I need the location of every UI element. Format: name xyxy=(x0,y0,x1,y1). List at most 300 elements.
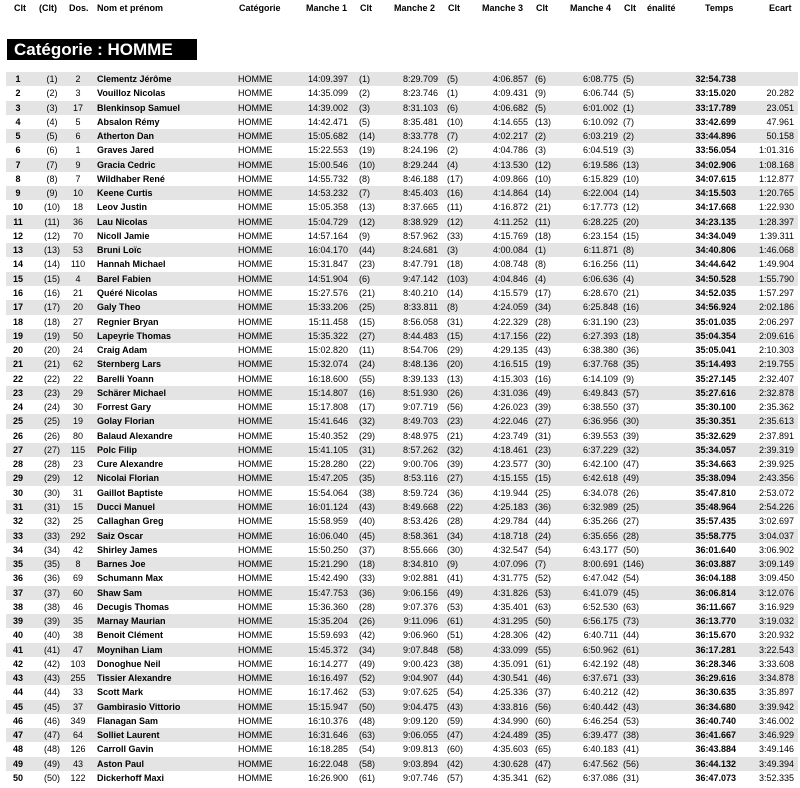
total-time: 36:15.670 xyxy=(695,630,736,641)
athlete-name: Gambirasio Vittorio xyxy=(97,701,181,712)
manche2-rank: (23) xyxy=(447,416,464,427)
manche2-time: 8:29.709 xyxy=(402,74,438,84)
table-row xyxy=(6,771,798,785)
gap: 1:55.790 xyxy=(758,273,794,284)
rank: 23 xyxy=(12,387,23,398)
manche2-rank: (32) xyxy=(447,444,464,455)
table-row xyxy=(6,158,798,172)
rank: 46 xyxy=(12,715,23,726)
manche2-time: 9:00.423 xyxy=(402,658,438,669)
manche1-rank: (43) xyxy=(359,501,376,512)
table-row xyxy=(6,671,798,685)
manche2-rank: (47) xyxy=(447,730,464,741)
manche4-rank: (15) xyxy=(623,230,640,241)
athlete-name: Flanagan Sam xyxy=(97,715,159,726)
manche3-time: 4:26.023 xyxy=(492,402,528,413)
bib: 17 xyxy=(72,102,83,113)
category: HOMME xyxy=(238,573,273,584)
gap: 1:46.068 xyxy=(758,245,794,256)
total-time: 34:52.035 xyxy=(695,287,736,298)
athlete-name: Atherton Dan xyxy=(97,131,154,142)
athlete-name: Barel Fabien xyxy=(97,273,152,284)
manche1-rank: (55) xyxy=(359,373,376,384)
table-row xyxy=(6,586,798,600)
athlete-name: Schumann Max xyxy=(97,573,164,584)
manche3-time: 4:19.944 xyxy=(492,487,528,498)
bib: 15 xyxy=(72,501,83,512)
athlete-name: Dickerhoff Maxi xyxy=(97,773,165,784)
total-time: 35:34.663 xyxy=(695,459,736,470)
rank-paren: (29) xyxy=(43,473,60,484)
athlete-name: Graves Jared xyxy=(97,145,155,156)
manche1-rank: (24) xyxy=(359,359,376,370)
category: HOMME xyxy=(238,444,273,455)
manche1-time: 14:39.002 xyxy=(307,102,348,113)
table-row xyxy=(6,101,798,115)
total-time: 35:27.145 xyxy=(695,373,736,384)
manche4-rank: (30) xyxy=(623,416,640,427)
gap: 1:01.316 xyxy=(758,145,794,156)
rank: 49 xyxy=(12,758,23,769)
total-time: 36:43.884 xyxy=(695,744,736,755)
manche3-time: 4:15.303 xyxy=(492,373,528,384)
table-row xyxy=(6,300,798,314)
rank-paren: (38) xyxy=(43,601,60,612)
total-time: 34:07.615 xyxy=(695,173,736,184)
manche2-rank: (11) xyxy=(447,202,463,213)
manche2-time: 9:11.096 xyxy=(403,616,438,627)
manche3-rank: (19) xyxy=(535,359,552,370)
bib: 21 xyxy=(72,287,83,298)
manche3-rank: (62) xyxy=(535,773,552,784)
manche2-time: 8:33.778 xyxy=(402,131,438,142)
table-row xyxy=(6,257,798,271)
total-time: 36:28.346 xyxy=(695,658,736,669)
manche1-rank: (58) xyxy=(359,758,376,769)
manche4-rank: (4) xyxy=(623,273,634,284)
bib: 18 xyxy=(72,202,83,213)
manche2-time: 8:35.481 xyxy=(402,116,438,127)
manche4-rank: (27) xyxy=(623,516,640,527)
category: HOMME xyxy=(238,230,273,241)
manche2-time: 9:03.894 xyxy=(402,758,438,769)
rank: 17 xyxy=(12,302,23,313)
athlete-name: Regnier Bryan xyxy=(97,316,159,327)
bib: 7 xyxy=(75,173,81,184)
manche3-rank: (42) xyxy=(535,630,552,641)
rank-paren: (11) xyxy=(44,216,60,227)
manche4-time: 6:38.550 xyxy=(582,402,618,413)
table-row xyxy=(6,372,798,386)
table-row xyxy=(6,657,798,671)
rank-paren: (32) xyxy=(43,516,60,527)
manche1-time: 16:04.170 xyxy=(307,245,348,256)
manche3-time: 4:18.461 xyxy=(492,444,528,455)
athlete-name: Balaud Alexandre xyxy=(97,430,173,441)
category: HOMME xyxy=(238,687,273,698)
category: HOMME xyxy=(238,259,273,270)
category: HOMME xyxy=(238,345,273,356)
manche3-time: 4:30.541 xyxy=(492,673,528,684)
manche4-time: 6:06.744 xyxy=(582,88,618,99)
manche3-rank: (1) xyxy=(535,245,546,256)
manche2-rank: (20) xyxy=(447,359,464,370)
rank-paren: (2) xyxy=(46,88,58,99)
rank-paren: (41) xyxy=(43,644,60,655)
manche1-rank: (14) xyxy=(359,131,376,142)
col-category: Catégorie xyxy=(239,3,281,13)
gap: 2:32.407 xyxy=(758,373,794,384)
manche4-time: 6:06.636 xyxy=(582,273,618,284)
gap: 2:10.303 xyxy=(758,345,794,356)
category: HOMME xyxy=(238,658,273,669)
manche3-time: 4:31.775 xyxy=(492,573,528,584)
col-clt-parenthesized: (Clt) xyxy=(39,3,57,13)
manche4-rank: (36) xyxy=(623,345,640,356)
athlete-name: Bruni Loïc xyxy=(97,245,142,256)
manche1-time: 15:41.646 xyxy=(307,416,348,427)
manche3-time: 4:23.577 xyxy=(492,459,528,470)
rank-paren: (13) xyxy=(43,245,60,256)
category: HOMME xyxy=(238,245,273,256)
gap: 1:57.297 xyxy=(758,287,794,298)
manche2-time: 9:09.120 xyxy=(402,715,438,726)
table-row xyxy=(6,529,798,543)
table-row xyxy=(6,400,798,414)
manche3-rank: (53) xyxy=(535,587,552,598)
manche1-rank: (28) xyxy=(359,601,376,612)
total-time: 34:34.049 xyxy=(695,230,736,241)
manche3-time: 4:09.866 xyxy=(492,173,528,184)
table-row xyxy=(6,72,798,86)
manche4-rank: (1) xyxy=(623,102,634,113)
total-time: 34:15.503 xyxy=(695,188,736,199)
bib: 62 xyxy=(72,359,83,370)
manche3-rank: (10) xyxy=(535,173,552,184)
rank: 1 xyxy=(15,74,21,84)
bib: 5 xyxy=(75,116,81,127)
rank: 22 xyxy=(12,373,23,384)
manche4-rank: (28) xyxy=(623,530,640,541)
manche2-rank: (38) xyxy=(447,658,464,669)
manche4-time: 6:28.670 xyxy=(582,287,618,298)
manche3-time: 4:32.547 xyxy=(492,544,528,555)
manche3-rank: (37) xyxy=(535,687,552,698)
rank-paren: (5) xyxy=(46,131,58,142)
manche3-time: 4:34.990 xyxy=(492,715,528,726)
rank: 31 xyxy=(12,501,23,512)
rank: 15 xyxy=(12,273,23,284)
rank: 20 xyxy=(12,345,23,356)
manche1-rank: (63) xyxy=(359,730,376,741)
manche4-rank: (10) xyxy=(623,173,640,184)
manche1-time: 16:31.646 xyxy=(307,730,348,741)
category: HOMME xyxy=(238,530,273,541)
category: HOMME xyxy=(238,402,273,413)
manche1-time: 16:14.277 xyxy=(307,658,348,669)
manche4-rank: (31) xyxy=(623,773,640,784)
manche1-rank: (61) xyxy=(359,773,376,784)
manche2-rank: (34) xyxy=(447,530,464,541)
category: HOMME xyxy=(238,616,273,627)
manche4-time: 6:49.843 xyxy=(582,387,618,398)
manche3-rank: (52) xyxy=(535,573,552,584)
manche1-time: 15:22.553 xyxy=(307,145,348,156)
manche2-time: 8:57.962 xyxy=(402,230,438,241)
manche3-time: 4:17.156 xyxy=(492,330,528,341)
table-row xyxy=(6,471,798,485)
manche1-time: 15:35.204 xyxy=(307,616,348,627)
manche3-time: 4:25.336 xyxy=(492,687,528,698)
bib: 122 xyxy=(70,773,86,784)
gap: 2:02.186 xyxy=(758,302,794,313)
rank: 5 xyxy=(15,131,21,142)
manche1-rank: (54) xyxy=(359,744,376,755)
manche1-rank: (35) xyxy=(359,473,376,484)
athlete-name: Keene Curtis xyxy=(97,188,153,199)
manche2-time: 9:04.907 xyxy=(402,673,438,684)
manche2-rank: (60) xyxy=(447,744,464,755)
bib: 292 xyxy=(70,530,86,541)
rank: 12 xyxy=(12,230,23,241)
manche3-rank: (65) xyxy=(535,744,552,755)
table-row xyxy=(6,728,798,742)
manche4-time: 6:03.219 xyxy=(582,131,618,142)
rank-paren: (43) xyxy=(43,673,60,684)
manche2-time: 8:47.791 xyxy=(402,259,438,270)
manche4-time: 6:35.266 xyxy=(582,516,618,527)
manche3-time: 4:35.603 xyxy=(492,744,528,755)
col-manche3: Manche 3 xyxy=(482,3,524,13)
athlete-name: Marnay Maurian xyxy=(97,616,166,627)
category: HOMME xyxy=(238,430,273,441)
rank: 7 xyxy=(15,159,21,170)
rank: 18 xyxy=(12,316,23,327)
manche2-rank: (26) xyxy=(447,387,464,398)
manche1-rank: (33) xyxy=(359,573,376,584)
category: HOMME xyxy=(238,758,273,769)
table-row xyxy=(6,500,798,514)
athlete-name: Lapeyrie Thomas xyxy=(97,330,172,341)
gap: 2:54.226 xyxy=(758,501,794,512)
col-ecart: Ecart xyxy=(769,3,792,13)
gap: 3:39.942 xyxy=(758,701,794,712)
category: HOMME xyxy=(238,330,273,341)
category: HOMME xyxy=(238,516,273,527)
total-time: 36:17.281 xyxy=(695,644,736,655)
bib: 103 xyxy=(70,658,86,669)
manche3-rank: (39) xyxy=(535,402,552,413)
manche2-time: 8:45.403 xyxy=(402,188,438,199)
total-time: 32:54.738 xyxy=(695,74,736,84)
manche1-time: 15:35.322 xyxy=(307,330,348,341)
category: HOMME xyxy=(238,188,273,199)
rank: 2 xyxy=(15,88,21,99)
total-time: 36:34.680 xyxy=(695,701,736,712)
rank: 29 xyxy=(12,473,23,484)
rank-paren: (4) xyxy=(46,116,58,127)
manche3-rank: (8) xyxy=(535,259,546,270)
category: HOMME xyxy=(238,715,273,726)
athlete-name: Nicoll Jamie xyxy=(97,230,150,241)
manche1-time: 15:28.280 xyxy=(307,459,348,470)
col-clt2: Clt xyxy=(448,3,460,13)
category: HOMME xyxy=(238,673,273,684)
manche4-time: 6:14.109 xyxy=(582,373,618,384)
athlete-name: Carroll Gavin xyxy=(97,744,154,755)
rank-paren: (6) xyxy=(46,145,58,156)
total-time: 35:04.354 xyxy=(695,330,736,341)
manche2-rank: (1) xyxy=(447,88,458,99)
manche4-time: 6:40.212 xyxy=(582,687,618,698)
manche2-time: 8:44.483 xyxy=(402,330,438,341)
rank: 37 xyxy=(12,587,23,598)
rank-paren: (19) xyxy=(43,330,60,341)
rank: 48 xyxy=(12,744,23,755)
manche1-time: 15:58.959 xyxy=(307,516,348,527)
manche1-rank: (21) xyxy=(359,287,376,298)
manche4-rank: (47) xyxy=(623,459,640,470)
rank-paren: (14) xyxy=(43,259,60,270)
manche2-rank: (8) xyxy=(447,302,458,313)
total-time: 35:57.435 xyxy=(695,516,736,527)
manche1-time: 16:10.376 xyxy=(307,715,348,726)
category: HOMME xyxy=(238,544,273,555)
table-row xyxy=(6,200,798,214)
manche2-rank: (31) xyxy=(447,316,464,327)
manche3-rank: (5) xyxy=(535,102,546,113)
category: HOMME xyxy=(238,644,273,655)
gap: 2:53.072 xyxy=(758,487,794,498)
athlete-name: Nicolai Florian xyxy=(97,473,160,484)
rank: 43 xyxy=(12,673,23,684)
rank-paren: (47) xyxy=(43,730,60,741)
athlete-name: Quéré Nicolas xyxy=(97,287,158,298)
manche2-rank: (61) xyxy=(447,616,464,627)
manche2-time: 8:46.188 xyxy=(402,173,438,184)
category: HOMME xyxy=(238,587,273,598)
manche4-time: 6:47.562 xyxy=(582,758,618,769)
manche3-rank: (21) xyxy=(535,202,552,213)
gap: 20.282 xyxy=(766,88,794,99)
manche1-time: 15:05.682 xyxy=(307,131,348,142)
total-time: 33:42.699 xyxy=(695,116,736,127)
bib: 38 xyxy=(72,630,83,641)
manche3-rank: (44) xyxy=(535,516,552,527)
manche2-rank: (28) xyxy=(447,516,464,527)
manche2-rank: (57) xyxy=(447,773,464,784)
rank: 3 xyxy=(15,102,21,113)
category: HOMME xyxy=(238,88,273,99)
manche2-rank: (30) xyxy=(447,544,464,555)
manche2-time: 9:00.706 xyxy=(402,459,438,470)
athlete-name: Scott Mark xyxy=(97,687,144,698)
manche2-rank: (29) xyxy=(447,345,464,356)
manche3-rank: (18) xyxy=(535,230,552,241)
manche3-time: 4:35.091 xyxy=(492,658,528,669)
total-time: 34:50.528 xyxy=(695,273,736,284)
manche4-rank: (73) xyxy=(623,616,640,627)
manche2-time: 8:54.706 xyxy=(402,345,438,356)
manche1-rank: (3) xyxy=(359,102,370,113)
total-time: 36:06.814 xyxy=(695,587,736,598)
table-row xyxy=(6,357,798,371)
manche3-time: 4:16.515 xyxy=(492,359,528,370)
rank-paren: (36) xyxy=(43,573,60,584)
manche3-rank: (50) xyxy=(535,616,552,627)
athlete-name: Sternberg Lars xyxy=(97,359,162,370)
manche2-time: 9:07.376 xyxy=(402,601,438,612)
rank: 27 xyxy=(12,444,23,455)
manche2-time: 9:06.055 xyxy=(402,730,438,741)
manche4-rank: (33) xyxy=(623,673,640,684)
manche4-rank: (3) xyxy=(623,145,634,156)
category: HOMME xyxy=(238,773,273,784)
manche4-rank: (21) xyxy=(623,287,640,298)
manche3-time: 4:07.096 xyxy=(492,559,528,570)
manche4-time: 6:36.956 xyxy=(582,416,618,427)
rank: 32 xyxy=(12,516,23,527)
manche1-rank: (50) xyxy=(359,701,376,712)
rank: 8 xyxy=(15,173,21,184)
table-row xyxy=(6,700,798,714)
gap: 3:46.002 xyxy=(758,715,794,726)
manche4-time: 6:39.553 xyxy=(582,430,618,441)
col-clt1: Clt xyxy=(360,3,372,13)
rank-paren: (18) xyxy=(43,316,60,327)
rank-paren: (27) xyxy=(43,444,60,455)
manche3-time: 4:29.135 xyxy=(492,345,528,356)
manche1-rank: (13) xyxy=(359,202,376,213)
rank-paren: (44) xyxy=(43,687,60,698)
table-row xyxy=(6,557,798,571)
manche1-time: 15:00.546 xyxy=(307,159,348,170)
manche3-time: 4:16.872 xyxy=(492,202,528,213)
gap: 2:43.356 xyxy=(758,473,794,484)
manche3-time: 4:18.718 xyxy=(492,530,528,541)
total-time: 34:40.806 xyxy=(695,245,736,256)
table-row xyxy=(6,643,798,657)
gap: 3:04.037 xyxy=(758,530,794,541)
manche2-rank: (51) xyxy=(447,630,464,641)
total-time: 35:30.100 xyxy=(695,402,736,413)
manche3-time: 4:06.857 xyxy=(492,74,528,84)
manche4-rank: (5) xyxy=(623,88,634,99)
athlete-name: Gaillot Baptiste xyxy=(97,487,164,498)
manche4-rank: (12) xyxy=(623,202,640,213)
table-row xyxy=(6,86,798,100)
manche3-rank: (12) xyxy=(535,159,552,170)
manche2-rank: (39) xyxy=(447,459,464,470)
bib: 4 xyxy=(75,273,81,284)
manche1-time: 15:32.074 xyxy=(307,359,348,370)
rank-paren: (22) xyxy=(43,373,60,384)
category: HOMME xyxy=(238,501,273,512)
manche3-time: 4:31.036 xyxy=(492,387,528,398)
gap: 1:39.311 xyxy=(759,230,794,241)
manche4-rank: (18) xyxy=(623,330,640,341)
table-row xyxy=(6,272,798,286)
rank-paren: (45) xyxy=(43,701,60,712)
manche1-rank: (1) xyxy=(359,74,370,84)
bib: 27 xyxy=(72,316,83,327)
manche2-time: 8:37.665 xyxy=(402,202,438,213)
manche1-rank: (10) xyxy=(359,159,376,170)
manche3-rank: (16) xyxy=(535,373,552,384)
results-table xyxy=(6,72,798,785)
total-time: 35:38.094 xyxy=(695,473,736,484)
athlete-name: Ducci Manuel xyxy=(97,501,156,512)
